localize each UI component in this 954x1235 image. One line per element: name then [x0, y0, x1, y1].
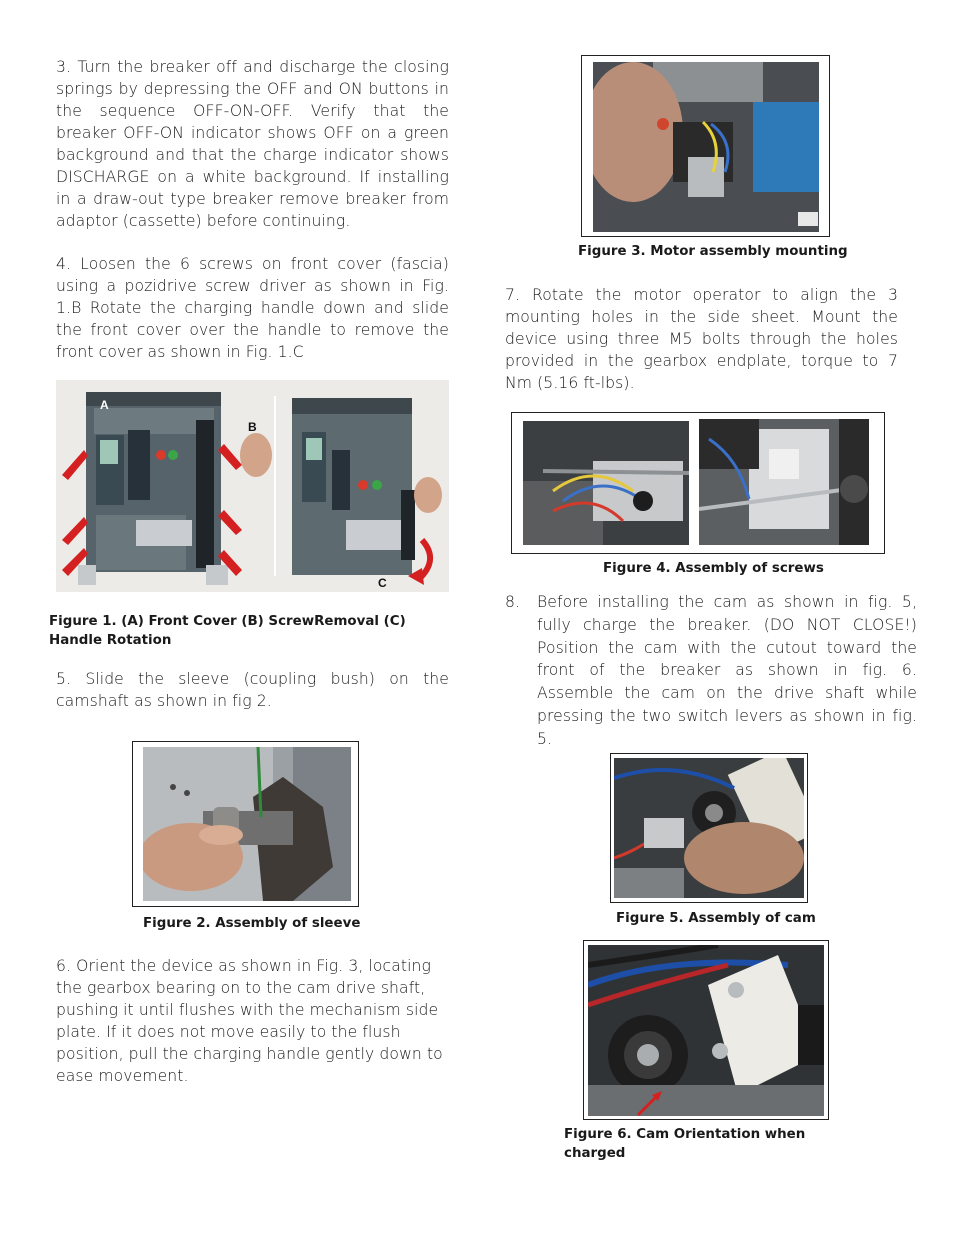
figure-2-frame	[132, 741, 359, 907]
step-8-text: Before installing the cam as shown in fig. 5, fully charge the breaker. (DO NOT CLOSE!) Position the cam with the cutout toward the front of the breaker as shown in fig. 6. Assemble the cam on the drive shaft while pressing the two switch levers as shown in fig. 5.	[537, 593, 917, 748]
figure-6-image	[588, 945, 824, 1116]
figure-1-label-c: C	[378, 576, 387, 590]
figure-4-frame	[511, 412, 885, 554]
figure-1-caption: Figure 1. (A) Front Cover (B) ScrewRemoval (C) Handle Rotation	[49, 614, 406, 648]
figure-2-caption: Figure 2. Assembly of sleeve	[143, 916, 361, 931]
figure-2-image	[143, 747, 351, 901]
figure-6-frame	[583, 940, 829, 1120]
figure-3-frame	[581, 55, 830, 237]
figure-3-caption: Figure 3. Motor assembly mounting	[578, 244, 848, 259]
figure-4-image-left	[523, 421, 689, 545]
figure-5-image	[614, 758, 804, 898]
figure-5-caption: Figure 5. Assembly of cam	[616, 911, 816, 926]
step-5-text: 5. Slide the sleeve (coupling bush) on the camshaft as shown in fig 2.	[56, 670, 449, 710]
figure-1-image	[56, 380, 449, 592]
figure-1-label-b: B	[248, 420, 257, 434]
figure-4-caption: Figure 4. Assembly of screws	[603, 561, 824, 576]
step-3-text: 3. Turn the breaker off and discharge the closing springs by depressing the OFF and ON buttons in the sequence OFF-ON-OFF. Verify that the breaker OFF-ON indicator shows OFF on a green background and that the charge indicator shows DISCHARGE on a white background. If installing in a draw-out type breaker remove breaker from adaptor (cassette) before continuing.	[56, 58, 449, 230]
figure-6-caption: Figure 6. Cam Orientation when charged	[564, 1127, 806, 1161]
step-8-number: 8.	[505, 593, 521, 611]
figure-1-label-a: A	[100, 398, 109, 412]
figure-4-image-right	[699, 419, 869, 545]
step-7-text: 7. Rotate the motor operator to align the 3 mounting holes in the side sheet. Mount the device using three M5 bolts through the holes provided in the gearbox endplate, torque to 7 Nm (5.16 ft-lbs).	[505, 286, 898, 392]
step-4-text: 4. Loosen the 6 screws on front cover (fascia) using a pozidrive screw driver as shown in Fig. 1.B Rotate the charging handle down and slide the front cover over the handle to remove the front cover as shown in Fig. 1.C	[56, 255, 449, 361]
figure-3-image	[593, 62, 819, 232]
step-6-text: 6. Orient the device as shown in Fig. 3, locating the gearbox bearing on to the cam drive shaft, pushing it until flushes with the mechanism side plate. If it does not move easily to the flush position, pull the charging handle gently down to ease movement.	[56, 957, 443, 1085]
figure-5-frame	[610, 753, 808, 903]
